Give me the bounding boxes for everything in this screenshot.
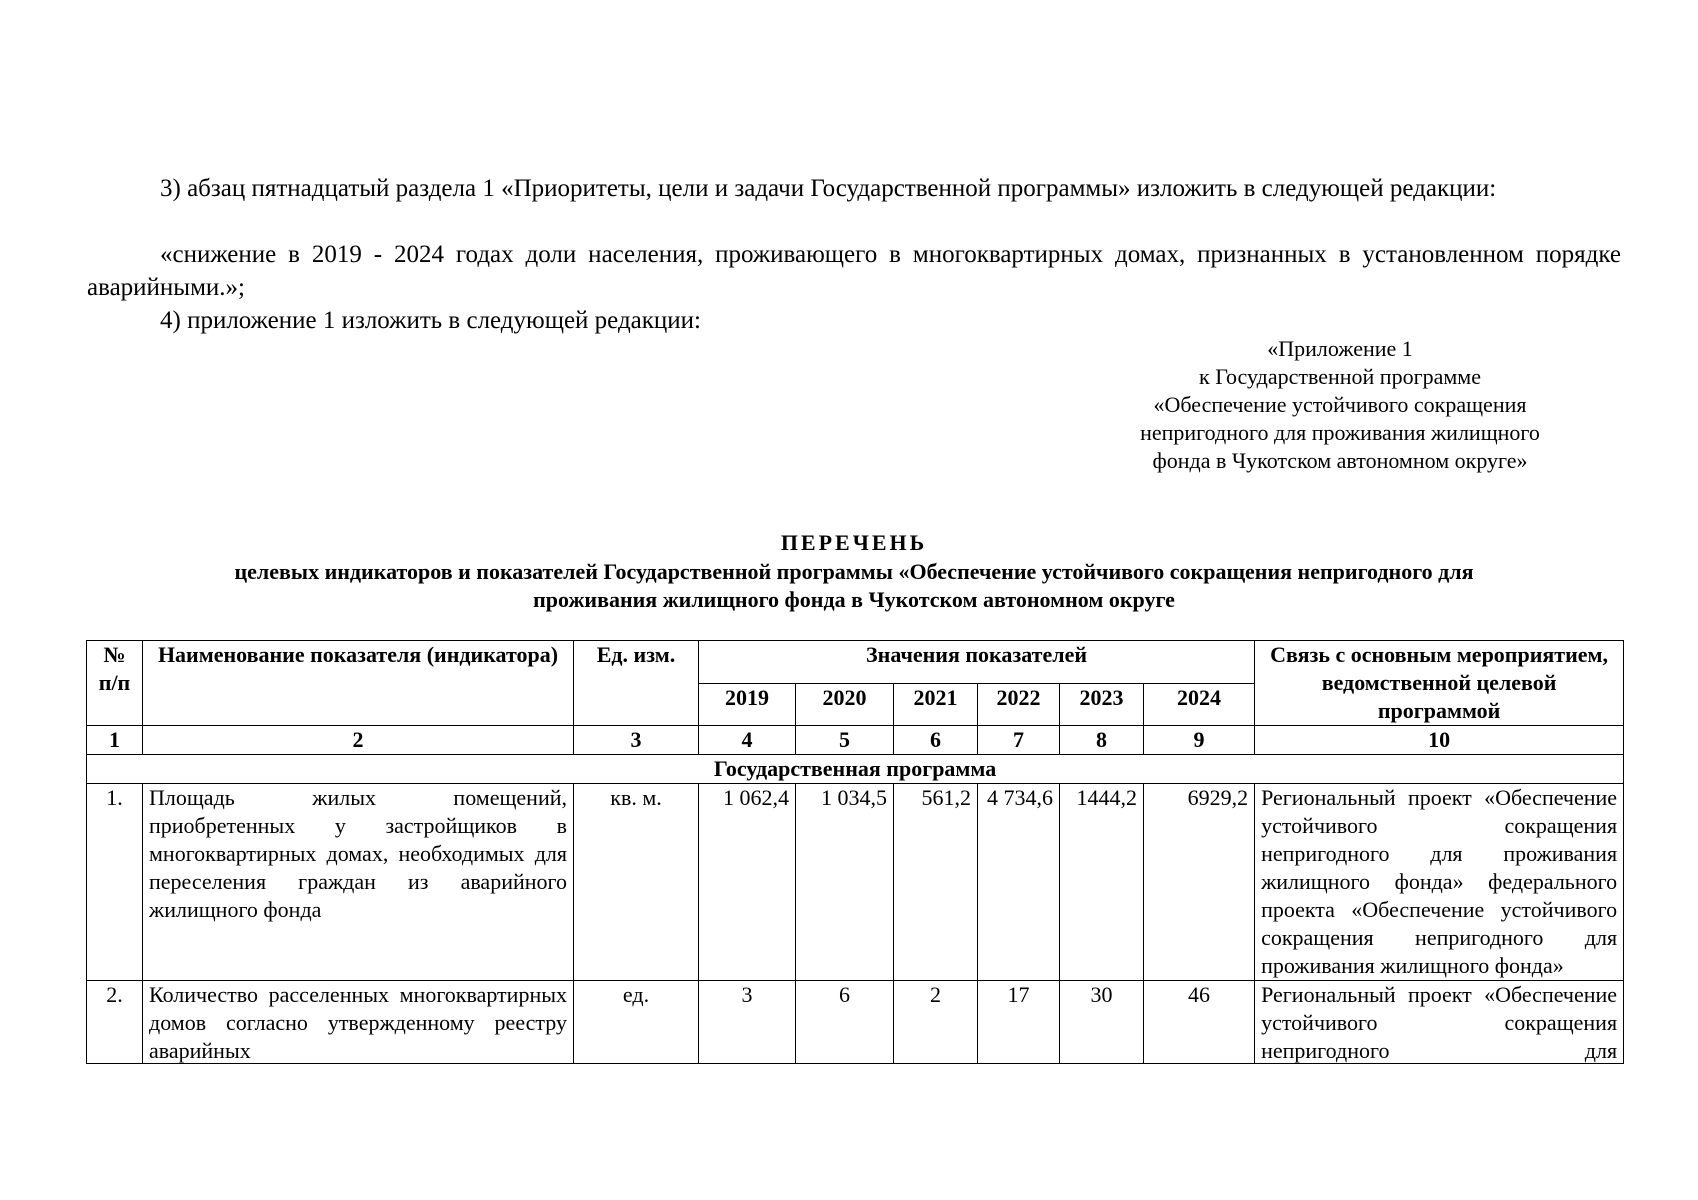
column-number: 2 <box>143 726 574 755</box>
row-value: 6929,2 <box>1144 784 1255 981</box>
header-num: № п/п <box>87 641 143 726</box>
title-line: целевых индикаторов и показателей Государственной программы «Обеспечение устойчивого сокращения непригодного для <box>234 559 1474 584</box>
section-title: Государственная программа <box>87 755 1624 784</box>
header-unit: Ед. изм. <box>574 641 699 726</box>
row-link: Региональный проект «Обеспечение устойчивого сокращения непригодного для <box>1261 982 1618 1063</box>
row-value: 6 <box>796 981 894 1064</box>
indicators-table <box>86 640 1624 1064</box>
row-value: 561,2 <box>894 784 978 981</box>
row-unit: кв. м. <box>574 784 699 981</box>
header-year: 2021 <box>894 683 978 726</box>
appendix-line: «Обеспечение устойчивого сокращения <box>1153 392 1527 417</box>
row-name-cell <box>143 981 574 1064</box>
row-name: Количество расселенных многоквартирных домов согласно утвержденному реестру аварийных <box>149 982 567 1063</box>
header-year: 2023 <box>1060 683 1144 726</box>
row-link-cell <box>1255 981 1624 1064</box>
header-row <box>87 641 1624 684</box>
column-number: 5 <box>796 726 894 755</box>
paragraph-3: 3) абзац пятнадцатый раздела 1 «Приоритеты, цели и задачи Государственной программы» изложить в следующей редакции: <box>160 175 1497 202</box>
header-year: 2024 <box>1144 683 1255 726</box>
column-number: 1 <box>87 726 143 755</box>
appendix-line: непригодного для проживания жилищного <box>1140 420 1540 445</box>
row-name: Площадь жилых помещений, приобретенных у застройщиков в многоквартирных домах, необходимых для переселения граждан из аварийного жилищного фонда <box>143 784 574 981</box>
row-value: 3 <box>699 981 796 1064</box>
row-value: 1 062,4 <box>699 784 796 981</box>
row-num: 1. <box>87 784 143 981</box>
row-unit: ед. <box>574 981 699 1064</box>
header-year: 2022 <box>978 683 1060 726</box>
title-line: проживания жилищного фонда в Чукотском автономном округе <box>533 587 1175 612</box>
column-number: 10 <box>1255 726 1624 755</box>
column-number: 3 <box>574 726 699 755</box>
paragraph-3-quote: «снижение в 2019 - 2024 годах доли населения, проживающего в многоквартирных домах, признанных в установленном порядке аварийными.»; <box>87 241 1621 301</box>
column-number: 7 <box>978 726 1060 755</box>
row-link: Региональный проект «Обеспечение устойчивого сокращения непригодного для проживания жилищного фонда» федерального проекта «Обеспечение устойчивого сокращения непригодного для проживания жилищного фонда» <box>1255 784 1624 981</box>
appendix-line: фонда в Чукотском автономном округе» <box>1152 448 1528 473</box>
row-value: 1444,2 <box>1060 784 1144 981</box>
row-value: 1 034,5 <box>796 784 894 981</box>
table-row <box>87 784 1624 981</box>
header-year: 2020 <box>796 683 894 726</box>
title-main: ПЕРЕЧЕНЬ <box>780 530 928 555</box>
section-row <box>87 755 1624 784</box>
column-number: 4 <box>699 726 796 755</box>
table-row <box>87 981 1624 1064</box>
header-year: 2019 <box>699 683 796 726</box>
row-value: 4 734,6 <box>978 784 1060 981</box>
appendix-line: к Государственной программе <box>1199 364 1481 389</box>
column-number: 6 <box>894 726 978 755</box>
row-value: 30 <box>1060 981 1144 1064</box>
appendix-line: «Приложение 1 <box>1267 336 1413 361</box>
row-value: 2 <box>894 981 978 1064</box>
header-link: Связь с основным мероприятием, ведомственной целевой программой <box>1255 641 1624 726</box>
column-number: 9 <box>1144 726 1255 755</box>
appendix-caption <box>1080 335 1600 475</box>
row-num: 2. <box>87 981 143 1064</box>
row-value: 46 <box>1144 981 1255 1064</box>
header-values: Значения показателей <box>699 641 1255 684</box>
row-value: 17 <box>978 981 1060 1064</box>
column-number-row <box>87 726 1624 755</box>
document-title <box>87 528 1621 614</box>
header-name: Наименование показателя (индикатора) <box>143 641 574 726</box>
column-number: 8 <box>1060 726 1144 755</box>
paragraph-4: 4) приложение 1 изложить в следующей редакции: <box>160 307 701 334</box>
